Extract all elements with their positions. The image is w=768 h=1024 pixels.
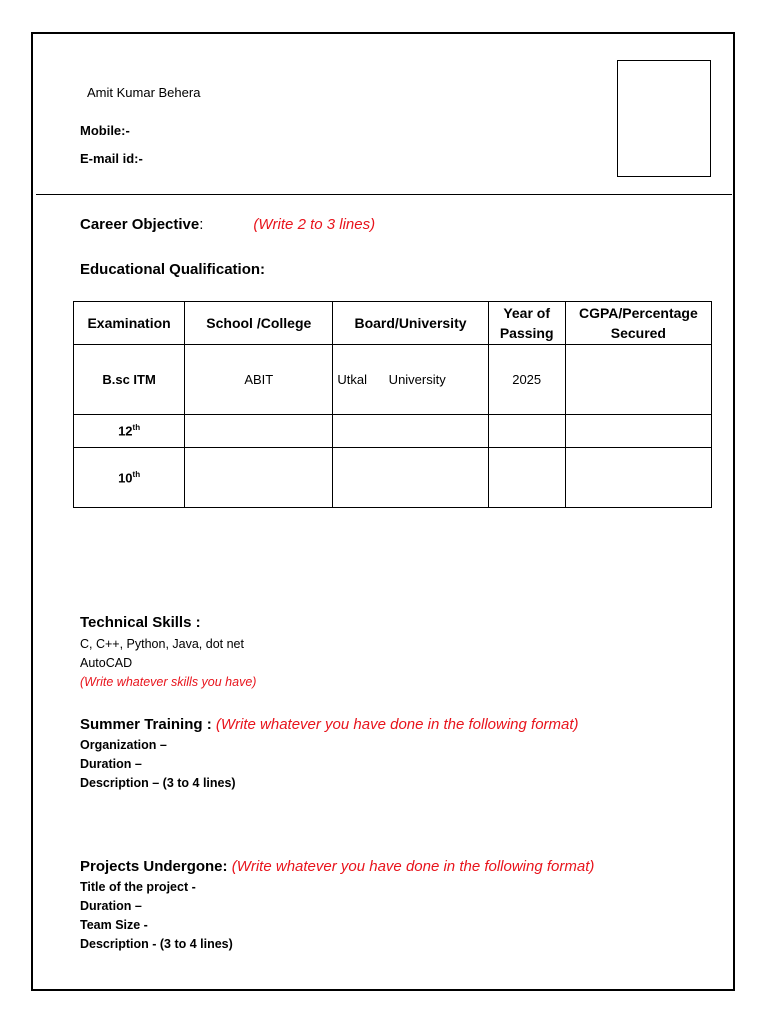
- table-row: [74, 345, 712, 415]
- training-organization: Organization –: [80, 738, 167, 752]
- board-cell: [333, 415, 488, 448]
- exam-cell: [74, 448, 185, 508]
- project-title: Title of the project -: [80, 880, 196, 894]
- project-duration: Duration –: [80, 899, 142, 913]
- career-objective: [80, 216, 375, 233]
- skills-hint: (Write whatever skills you have): [80, 675, 257, 689]
- year-cell: 2025: [488, 345, 565, 415]
- skills-line: C, C++, Python, Java, dot net: [80, 637, 244, 651]
- board-cell: [333, 448, 488, 508]
- school-cell: [185, 448, 333, 508]
- project-description: Description - (3 to 4 lines): [80, 937, 233, 951]
- cgpa-cell: [565, 345, 711, 415]
- projects-undergone: [80, 858, 594, 875]
- table-header-row: [74, 302, 712, 345]
- projects-label: Projects Undergone:: [80, 858, 232, 875]
- resume-page: [31, 32, 735, 991]
- career-objective-hint: (Write 2 to 3 lines): [253, 216, 376, 233]
- summer-training: [80, 716, 579, 733]
- education-table: [73, 301, 712, 508]
- exam-cell: B.sc ITM: [74, 345, 185, 415]
- table-row: [74, 448, 712, 508]
- training-description: Description – (3 to 4 lines): [80, 776, 236, 790]
- mobile-label: Mobile:-: [80, 123, 130, 138]
- candidate-name: Amit Kumar Behera: [87, 85, 201, 100]
- column-header: Board/University: [333, 302, 488, 345]
- column-header: Examination: [74, 302, 185, 345]
- exam-suffix: th: [132, 423, 141, 433]
- skills-line: AutoCAD: [80, 656, 133, 670]
- exam-value: 10: [118, 470, 133, 486]
- year-cell: [488, 415, 565, 448]
- school-cell: [185, 415, 333, 448]
- career-objective-label: Career Objective: [80, 216, 200, 233]
- summer-training-label: Summer Training :: [80, 716, 216, 733]
- column-header: Year of Passing: [488, 302, 565, 345]
- cgpa-cell: [565, 448, 711, 508]
- photo-placeholder: [617, 60, 711, 177]
- board-cell: Utkal University: [333, 345, 488, 415]
- technical-skills-heading: Technical Skills :: [80, 614, 201, 631]
- exam-cell: [74, 415, 185, 448]
- school-cell: ABIT: [185, 345, 333, 415]
- cgpa-cell: [565, 415, 711, 448]
- header-divider: [36, 194, 732, 195]
- career-objective-colon: :: [199, 216, 204, 233]
- table-row: [74, 415, 712, 448]
- education-heading: Educational Qualification:: [80, 261, 266, 278]
- column-header: CGPA/Percentage Secured: [565, 302, 711, 345]
- email-label: E-mail id:-: [80, 151, 143, 166]
- project-team-size: Team Size -: [80, 918, 148, 932]
- summer-training-hint: (Write whatever you have done in the following format): [215, 716, 579, 733]
- exam-value: 12: [118, 423, 133, 439]
- projects-hint: (Write whatever you have done in the following format): [231, 858, 595, 875]
- year-cell: [488, 448, 565, 508]
- column-header: School /College: [185, 302, 333, 345]
- exam-suffix: th: [132, 469, 141, 479]
- training-duration: Duration –: [80, 757, 142, 771]
